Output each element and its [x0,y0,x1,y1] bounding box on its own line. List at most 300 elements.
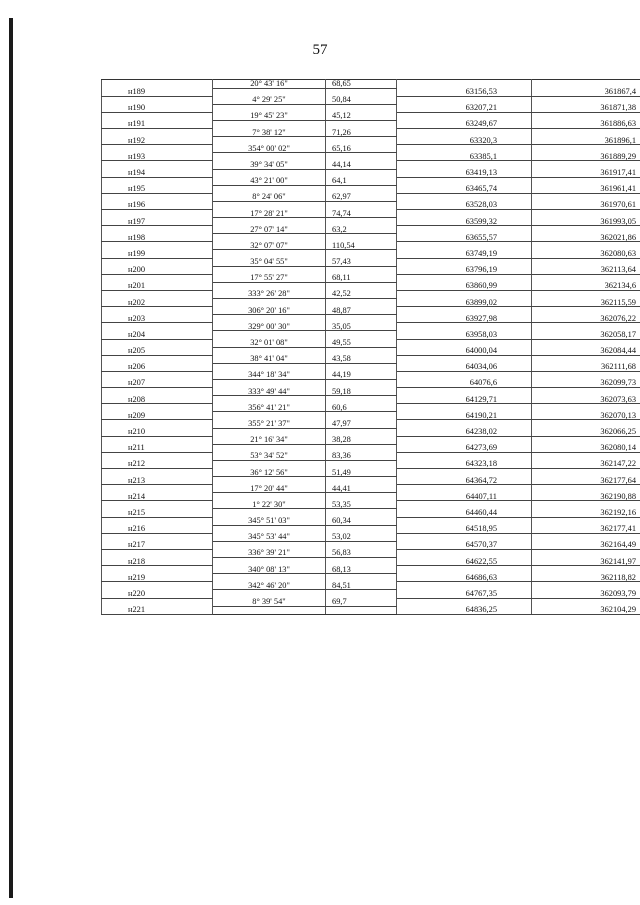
segment-row [102,452,640,460]
y-coordinate-cell: 362192,16 [532,509,640,517]
bearing-cell [213,282,326,290]
x-coordinate-cell: 63749,19 [397,250,532,258]
segment-row [102,274,640,282]
y-coordinate-cell: 362066,25 [532,428,640,436]
segment-row [102,582,640,590]
bearing-cell [213,606,326,615]
bearing-cell [213,299,326,307]
x-coordinate-cell: 63860,99 [397,282,532,290]
point-label-cell [102,290,213,298]
x-coordinate-cell: 64686,63 [397,574,532,582]
segment-row [102,96,640,104]
distance-cell: 69,7 [326,598,397,606]
point-label-cell [102,112,213,120]
point-row [102,525,640,533]
x-coordinate-cell: 63599,32 [397,218,532,226]
bearing-cell [213,509,326,517]
distance-cell: 60,34 [326,517,397,525]
x-coordinate-cell [397,339,532,347]
segment-row [102,549,640,557]
bearing-cell [213,590,326,598]
y-coordinate-cell [532,339,640,347]
bearing-cell [213,460,326,468]
y-coordinate-cell: 361896,1 [532,137,640,145]
segment-row [102,420,640,428]
distance-cell [326,558,397,566]
bearing-cell [213,169,326,177]
x-coordinate-cell [397,193,532,201]
page-number: 57 [312,42,328,58]
y-coordinate-cell [532,549,640,557]
distance-cell [326,525,397,533]
bearing-cell [213,88,326,96]
distance-cell: 44,41 [326,485,397,493]
point-label-cell [102,452,213,460]
distance-cell: 84,51 [326,582,397,590]
y-coordinate-cell: 362076,22 [532,315,640,323]
distance-cell [326,590,397,598]
x-coordinate-cell: 63528,03 [397,201,532,209]
x-coordinate-cell: 64000,04 [397,347,532,355]
point-row [102,347,640,355]
point-row [102,218,640,226]
distance-cell [326,574,397,582]
segment-row [102,161,640,169]
distance-cell: 83,36 [326,452,397,460]
point-label-cell [102,485,213,493]
distance-cell: 60,6 [326,404,397,412]
point-label-cell: н205 [102,347,213,355]
point-label-cell [102,161,213,169]
y-coordinate-cell [532,371,640,379]
y-coordinate-cell: 362164,49 [532,541,640,549]
point-label-cell [102,193,213,201]
bearing-cell: 39° 34' 05" [213,161,326,169]
distance-cell [326,266,397,274]
y-coordinate-cell [532,258,640,266]
bearing-cell: 7° 38' 12" [213,129,326,137]
y-coordinate-cell [532,485,640,493]
y-coordinate-cell: 362177,64 [532,477,640,485]
segment-row [102,517,640,525]
bearing-cell: 32° 07' 07" [213,242,326,250]
x-coordinate-cell: 64570,37 [397,541,532,549]
point-row [102,120,640,128]
y-coordinate-cell: 362073,63 [532,396,640,404]
y-coordinate-cell [532,80,640,89]
x-coordinate-cell: 64460,44 [397,509,532,517]
y-coordinate-cell [532,452,640,460]
x-coordinate-cell: 63156,53 [397,88,532,96]
point-row [102,509,640,517]
segment-row [102,339,640,347]
point-label-cell: н214 [102,493,213,501]
y-coordinate-cell [532,96,640,104]
point-label-cell [102,307,213,315]
point-row [102,460,640,468]
point-label-cell: н193 [102,153,213,161]
point-row [102,541,640,549]
bearing-cell [213,331,326,339]
distance-cell: 38,28 [326,436,397,444]
point-label-cell: н201 [102,282,213,290]
point-label-cell [102,582,213,590]
point-label-cell: н221 [102,606,213,615]
distance-cell [326,315,397,323]
y-coordinate-cell: 362177,41 [532,525,640,533]
distance-cell: 68,11 [326,274,397,282]
y-coordinate-cell: 362113,64 [532,266,640,274]
distance-cell: 62,97 [326,193,397,201]
point-row [102,493,640,501]
y-coordinate-cell: 362080,63 [532,250,640,258]
x-coordinate-cell [397,485,532,493]
y-coordinate-cell [532,388,640,396]
bearing-cell: 53° 34' 52" [213,452,326,460]
x-coordinate-cell [397,549,532,557]
y-coordinate-cell: 361970,61 [532,201,640,209]
distance-cell: 68,13 [326,566,397,574]
point-label-cell [102,404,213,412]
distance-cell [326,444,397,452]
point-label-cell: н215 [102,509,213,517]
point-row [102,331,640,339]
x-coordinate-cell: 63249,67 [397,120,532,128]
segment-row [102,177,640,185]
y-coordinate-cell: 361993,05 [532,218,640,226]
x-coordinate-cell [397,112,532,120]
point-label-cell [102,226,213,234]
point-label-cell: н216 [102,525,213,533]
point-row [102,137,640,145]
x-coordinate-cell [397,452,532,460]
y-coordinate-cell: 362134,6 [532,282,640,290]
point-label-cell [102,549,213,557]
distance-cell: 35,05 [326,323,397,331]
y-coordinate-cell [532,290,640,298]
y-coordinate-cell [532,501,640,509]
x-coordinate-cell [397,161,532,169]
point-row [102,104,640,112]
y-coordinate-cell [532,193,640,201]
y-coordinate-cell [532,582,640,590]
segment-row [102,355,640,363]
distance-cell [326,234,397,242]
bearing-cell [213,379,326,387]
distance-cell: 74,74 [326,210,397,218]
point-row [102,396,640,404]
segment-row [102,323,640,331]
point-label-cell: н200 [102,266,213,274]
x-coordinate-cell: 63207,21 [397,104,532,112]
x-coordinate-cell [397,469,532,477]
x-coordinate-cell: 63927,98 [397,315,532,323]
bearing-cell [213,428,326,436]
y-coordinate-cell [532,420,640,428]
bearing-cell: 4° 29' 25" [213,96,326,104]
point-label-cell: н190 [102,104,213,112]
point-label-cell: н211 [102,444,213,452]
distance-cell [326,299,397,307]
point-label-cell [102,258,213,266]
point-row [102,558,640,566]
distance-cell: 71,26 [326,129,397,137]
segment-row [102,436,640,444]
point-row [102,606,640,615]
point-row [102,266,640,274]
bearing-cell [213,250,326,258]
distance-cell [326,201,397,209]
x-coordinate-cell [397,388,532,396]
point-row [102,590,640,598]
bearing-cell [213,347,326,355]
point-label-cell: н195 [102,185,213,193]
bearing-cell: 333° 26' 28" [213,290,326,298]
y-coordinate-cell [532,242,640,250]
y-coordinate-cell [532,129,640,137]
distance-cell [326,347,397,355]
distance-cell [326,88,397,96]
point-label-cell [102,339,213,347]
distance-cell: 64,1 [326,177,397,185]
point-row [102,574,640,582]
point-label-cell: н209 [102,412,213,420]
point-label-cell: н194 [102,169,213,177]
y-coordinate-cell: 362141,97 [532,558,640,566]
x-coordinate-cell: 64034,06 [397,363,532,371]
distance-cell [326,493,397,501]
point-row [102,315,640,323]
point-label-cell: н198 [102,234,213,242]
bearing-cell [213,363,326,371]
bearing-cell [213,315,326,323]
bearing-cell: 356° 41' 21" [213,404,326,412]
distance-cell: 53,35 [326,501,397,509]
point-row [102,428,640,436]
bearing-cell: 333° 49' 44" [213,388,326,396]
y-coordinate-cell: 361961,41 [532,185,640,193]
y-coordinate-cell: 361886,63 [532,120,640,128]
x-coordinate-cell [397,129,532,137]
x-coordinate-cell: 64273,69 [397,444,532,452]
y-coordinate-cell: 362058,17 [532,331,640,339]
bearing-cell: 8° 24' 06" [213,193,326,201]
y-coordinate-cell: 361917,41 [532,169,640,177]
bearing-cell [213,234,326,242]
distance-cell: 53,02 [326,533,397,541]
y-coordinate-cell [532,436,640,444]
bearing-cell: 38° 41' 04" [213,355,326,363]
distance-cell [326,250,397,258]
segment-row [102,193,640,201]
segment-row [102,307,640,315]
bearing-cell [213,218,326,226]
y-coordinate-cell [532,112,640,120]
x-coordinate-cell [397,307,532,315]
y-coordinate-cell: 361867,4 [532,88,640,96]
y-coordinate-cell [532,566,640,574]
point-row [102,477,640,485]
point-label-cell [102,533,213,541]
bearing-cell [213,444,326,452]
y-coordinate-cell [532,177,640,185]
point-row [102,185,640,193]
point-label-cell [102,371,213,379]
x-coordinate-cell [397,371,532,379]
y-coordinate-cell: 362084,44 [532,347,640,355]
segment-row [102,501,640,509]
point-label-cell: н192 [102,137,213,145]
point-label-cell [102,469,213,477]
x-coordinate-cell [397,145,532,153]
segment-row [102,258,640,266]
point-label-cell [102,517,213,525]
bearing-cell: 36° 12' 56" [213,469,326,477]
bearing-cell: 342° 46' 20" [213,582,326,590]
distance-cell: 50,84 [326,96,397,104]
y-coordinate-cell: 361889,29 [532,153,640,161]
distance-cell [326,606,397,615]
x-coordinate-cell: 64129,71 [397,396,532,404]
point-row [102,250,640,258]
distance-cell: 59,18 [326,388,397,396]
x-coordinate-cell [397,404,532,412]
distance-cell [326,185,397,193]
x-coordinate-cell [397,177,532,185]
point-row [102,379,640,387]
distance-cell [326,509,397,517]
y-coordinate-cell [532,598,640,606]
x-coordinate-cell [397,355,532,363]
x-coordinate-cell [397,323,532,331]
y-coordinate-cell: 362080,14 [532,444,640,452]
x-coordinate-cell: 64364,72 [397,477,532,485]
y-coordinate-cell [532,469,640,477]
distance-cell: 42,52 [326,290,397,298]
bearing-cell: 32° 01' 08" [213,339,326,347]
y-coordinate-cell [532,145,640,153]
point-label-cell: н219 [102,574,213,582]
x-coordinate-cell: 64767,35 [397,590,532,598]
x-coordinate-cell: 64518,95 [397,525,532,533]
bearing-cell: 17° 20' 44" [213,485,326,493]
bearing-cell: 8° 39' 54" [213,598,326,606]
point-row [102,234,640,242]
point-label-cell: н218 [102,558,213,566]
x-coordinate-cell: 64407,11 [397,493,532,501]
segment-row [102,112,640,120]
segment-row [102,80,640,89]
distance-cell: 44,14 [326,161,397,169]
distance-cell [326,104,397,112]
bearing-cell: 355° 21' 37" [213,420,326,428]
x-coordinate-cell: 64836,25 [397,606,532,615]
x-coordinate-cell [397,533,532,541]
y-coordinate-cell [532,323,640,331]
y-coordinate-cell: 361871,38 [532,104,640,112]
segment-row [102,485,640,493]
y-coordinate-cell [532,533,640,541]
distance-cell: 48,87 [326,307,397,315]
point-label-cell: н217 [102,541,213,549]
bearing-cell [213,412,326,420]
bearing-cell: 17° 28' 21" [213,210,326,218]
x-coordinate-cell [397,517,532,525]
distance-cell: 51,49 [326,469,397,477]
x-coordinate-cell [397,420,532,428]
bearing-cell: 329° 00' 30" [213,323,326,331]
point-label-cell [102,96,213,104]
segment-row [102,290,640,298]
bearing-cell [213,574,326,582]
bearing-cell [213,396,326,404]
table-body [102,80,640,615]
bearing-cell [213,477,326,485]
bearing-cell [213,104,326,112]
point-label-cell [102,566,213,574]
x-coordinate-cell [397,436,532,444]
bearing-cell [213,120,326,128]
y-coordinate-cell [532,274,640,282]
point-label-cell [102,323,213,331]
distance-cell: 44,19 [326,371,397,379]
distance-cell [326,396,397,404]
segment-row [102,566,640,574]
segment-row [102,242,640,250]
point-label-cell: н203 [102,315,213,323]
point-label-cell: н208 [102,396,213,404]
point-row [102,169,640,177]
x-coordinate-cell [397,274,532,282]
segment-row [102,388,640,396]
bearing-cell: 35° 04' 55" [213,258,326,266]
x-coordinate-cell [397,258,532,266]
point-row [102,444,640,452]
segment-row [102,371,640,379]
x-coordinate-cell [397,598,532,606]
segment-row [102,210,640,218]
point-row [102,201,640,209]
y-coordinate-cell [532,161,640,169]
point-label-cell: н189 [102,88,213,96]
point-label-cell [102,436,213,444]
point-label-cell [102,80,213,89]
x-coordinate-cell [397,210,532,218]
distance-cell [326,460,397,468]
y-coordinate-cell [532,307,640,315]
distance-cell [326,120,397,128]
distance-cell [326,153,397,161]
x-coordinate-cell [397,582,532,590]
y-coordinate-cell [532,210,640,218]
bearing-cell [213,525,326,533]
bearing-cell [213,153,326,161]
bearing-cell: 340° 08' 13" [213,566,326,574]
bearing-cell: 1° 22' 30" [213,501,326,509]
distance-cell: 43,58 [326,355,397,363]
point-label-cell [102,210,213,218]
distance-cell [326,331,397,339]
bearing-cell [213,201,326,209]
x-coordinate-cell: 63899,02 [397,299,532,307]
bearing-cell: 27° 07' 14" [213,226,326,234]
bearing-cell: 43° 21' 00" [213,177,326,185]
x-coordinate-cell: 64323,18 [397,460,532,468]
x-coordinate-cell [397,80,532,89]
point-label-cell: н207 [102,379,213,387]
point-row [102,412,640,420]
segment-row [102,598,640,606]
